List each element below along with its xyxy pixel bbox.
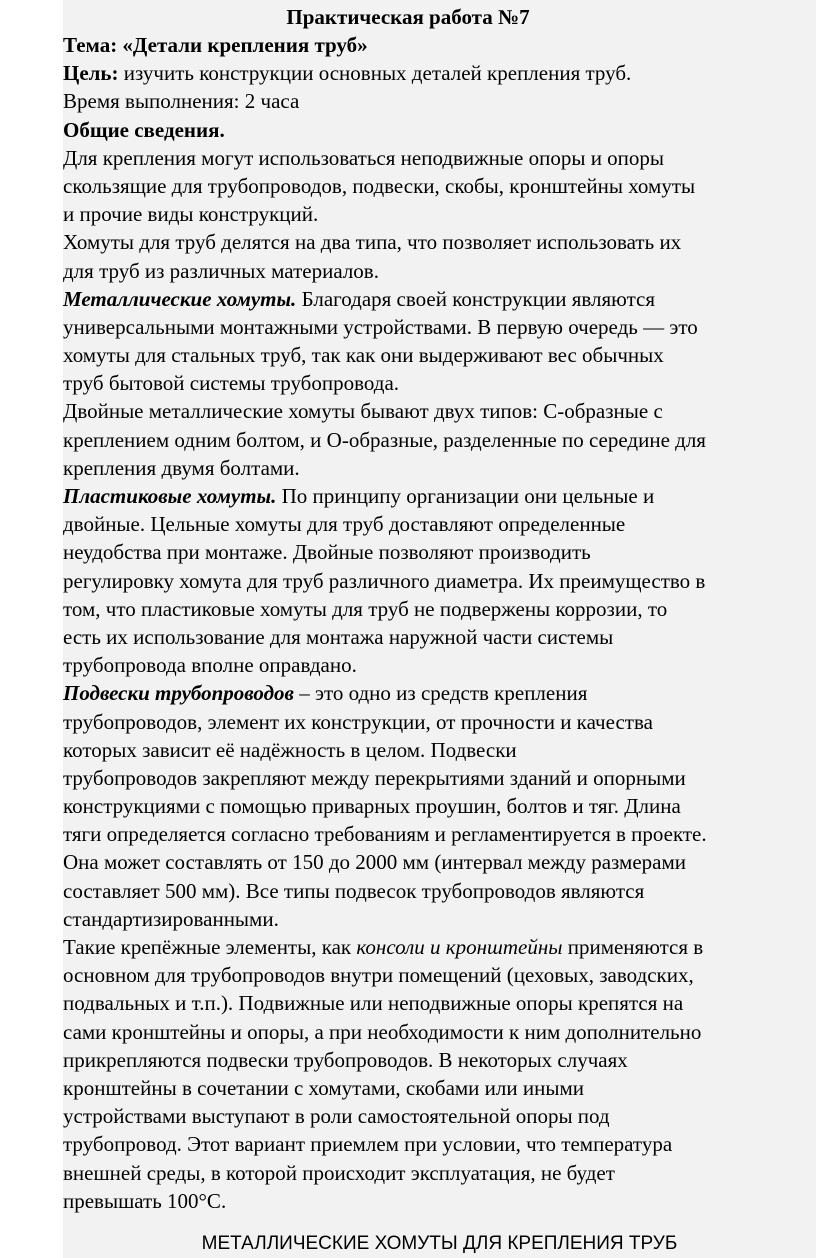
paragraph-line: трубопроводов, элемент их конструкции, от прочности и качества <box>63 709 653 734</box>
paragraph-line: сами кронштейны и опоры, а при необходимости к ним дополнительно <box>63 1019 702 1044</box>
plastic-clamps-text: По принципу организации они цельные и <box>276 484 655 508</box>
paragraph-line: трубопровода вполне оправдано. <box>63 653 357 678</box>
pipe-hangers-text: – это одно из средств крепления <box>293 681 588 706</box>
paragraph-line: крепления двумя болтами. <box>63 455 300 480</box>
topic-line: Тема: «Детали крепления труб» <box>63 33 368 57</box>
paragraph-line: превышать 100°С. <box>63 1188 227 1213</box>
pipe-hangers-term: Подвески трубопроводов <box>63 681 294 706</box>
consoles-term: консоли и кронштейны <box>356 935 563 959</box>
paragraph-line: двойные. Цельные хомуты для труб доставляют определенные <box>63 512 626 537</box>
consoles-text-before: Такие крепёжные элементы, как <box>63 935 357 959</box>
paragraph-line: стандартизированными. <box>63 906 279 931</box>
paragraph-line: Для крепления могут использоваться неподвижные опоры и опоры <box>63 145 665 170</box>
paragraph-line: Двойные металлические хомуты бывают двух типов: С-образные с <box>63 399 663 424</box>
paragraph-line: прикрепляются подвески трубопроводов. В некоторых случаях <box>63 1047 628 1072</box>
metal-clamps-line <box>63 285 816 313</box>
paragraph-line: кронштейны в сочетании с хомутами, скобами или иными <box>63 1075 584 1100</box>
document-body <box>63 31 816 1215</box>
section-heading: МЕТАЛЛИЧЕСКИЕ ХОМУТЫ ДЛЯ КРЕПЛЕНИЯ ТРУБ <box>201 1233 678 1254</box>
metal-clamps-text: Благодаря своей конструкции являются <box>296 286 655 311</box>
paragraph-line: креплением одним болтом, и О-образные, разделенные по середине для <box>63 427 706 452</box>
paragraph-line: Она может составлять от 150 до 2000 мм (интервал между размерами <box>63 850 687 875</box>
general-heading: Общие сведения. <box>63 117 225 142</box>
paragraph-line: есть их использование для монтажа наружной части системы <box>63 624 614 649</box>
document-title: Практическая работа №7 <box>286 5 530 29</box>
paragraph-line: основном для трубопроводов внутри помещений (цеховых, заводских, <box>63 963 694 988</box>
goal-line <box>63 59 816 87</box>
paragraph-line: труб бытовой системы трубопровода. <box>63 371 400 396</box>
goal-label: Цель: <box>63 61 119 86</box>
paragraph-line: конструкциями с помощью приварных проушин, болтов и тяг. Длина <box>63 794 681 819</box>
goal-text: изучить конструкции основных деталей крепления труб. <box>118 61 632 86</box>
paragraph-line: внешней среды, в которой происходит эксплуатация, не будет <box>63 1160 615 1185</box>
duration-line: Время выполнения: 2 часа <box>63 89 300 114</box>
consoles-line <box>63 933 816 961</box>
paragraph-line: регулировку хомута для труб различного диаметра. Их преимущество в <box>63 568 706 593</box>
paragraph-line: устройствами выступают в роли самостоятельной опоры под <box>63 1104 610 1129</box>
paragraph-line: универсальными монтажными устройствами. В первую очередь — это <box>63 314 698 339</box>
paragraph-line: и прочие виды конструкций. <box>63 202 319 227</box>
paragraph-line: скользящие для трубопроводов, подвески, скобы, кронштейны хомуты <box>63 173 696 198</box>
plastic-clamps-line <box>63 482 816 510</box>
paragraph-line: неудобства при монтаже. Двойные позволяют производить <box>63 540 591 565</box>
pipe-hangers-line <box>63 679 816 707</box>
paragraph-line: которых зависит её надёжность в целом. Подвески <box>63 737 517 762</box>
plastic-clamps-term: Пластиковые хомуты. <box>63 484 277 508</box>
consoles-text-after: применяются в <box>562 935 704 959</box>
paragraph-line: трубопровод. Этот вариант приемлем при условии, что температура <box>63 1132 673 1157</box>
paragraph-line: хомуты для стальных труб, так как они выдерживают вес обычных <box>63 343 664 368</box>
metal-clamps-term: Металлические хомуты. <box>63 286 297 311</box>
paragraph-line: тяги определяется согласно требованиям и регламентируется в проекте. <box>63 822 707 847</box>
paragraph-line: том, что пластиковые хомуты для труб не подвержены коррозии, то <box>63 596 668 621</box>
paragraph-line: составляет 500 мм). Все типы подвесок трубопроводов являются <box>63 878 645 903</box>
paragraph-line: подвальных и т.п.). Подвижные или неподвижные опоры крепятся на <box>63 991 684 1016</box>
paragraph-line: трубопроводов закрепляют между перекрытиями зданий и опорными <box>63 765 686 790</box>
paragraph-line: для труб из различных материалов. <box>63 258 379 283</box>
paragraph-line: Хомуты для труб делятся на два типа, что позволяет использовать их <box>63 230 682 255</box>
